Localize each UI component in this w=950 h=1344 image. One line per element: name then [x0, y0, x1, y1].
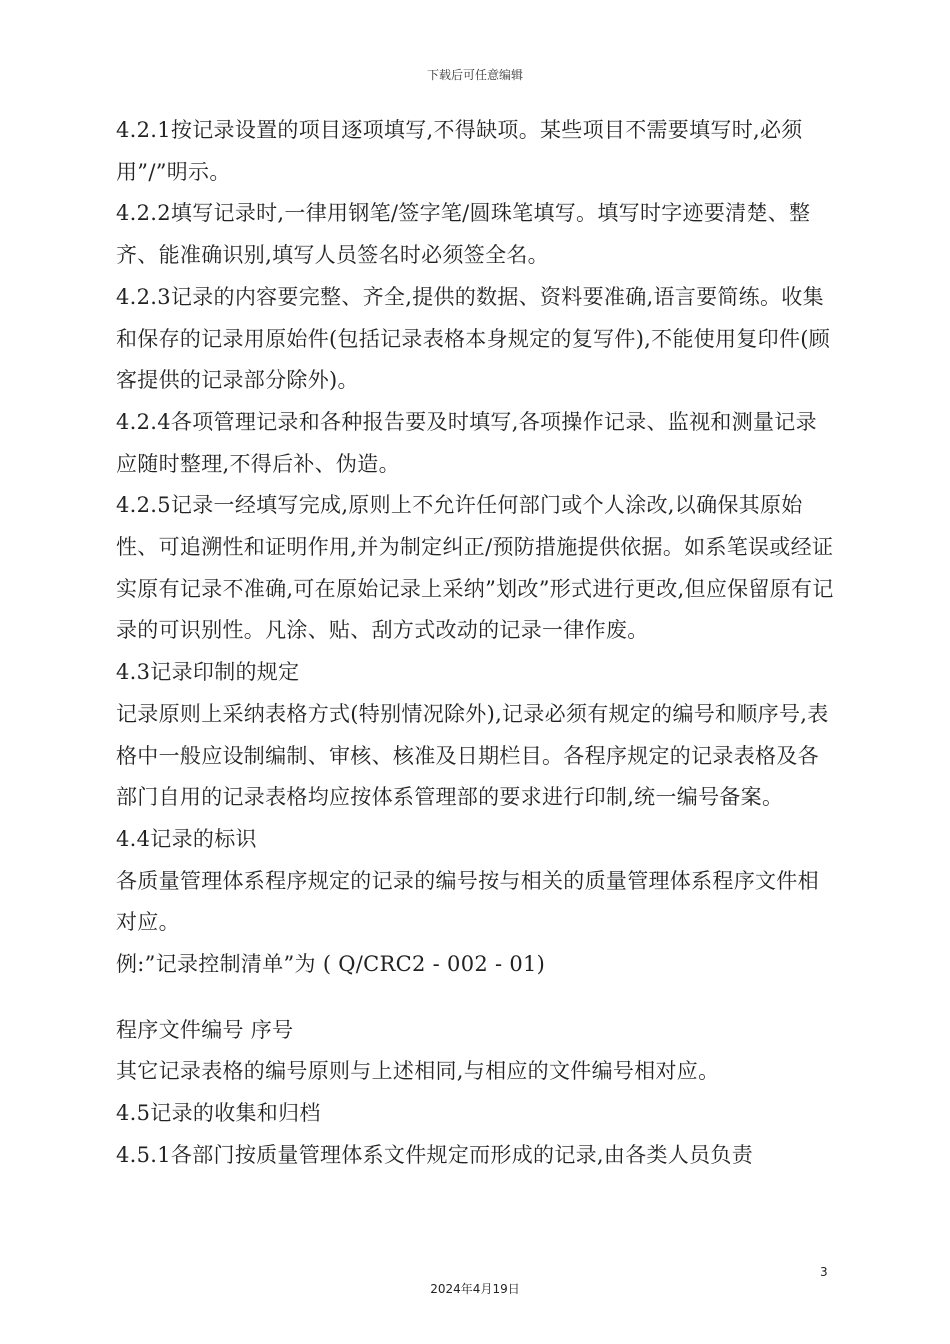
paragraph-4-2-1: 4.2.1按记录设置的项目逐项填写,不得缺项。某些项目不需要填写时,必须用”/”明示。 — [116, 118, 803, 184]
paragraph-code-legend: 程序文件编号 序号 — [116, 1017, 294, 1042]
paragraph-example: 例:”记录控制清单”为 ( Q/CRC2 - 002 - 01) — [116, 952, 546, 977]
paragraph-4-2-2: 4.2.2填写记录时,一律用钢笔/签字笔/圆珠笔填写。填写时字迹要清楚、整齐、能准确识别,填写人员签名时必须签全名。 — [116, 201, 811, 268]
paragraph-4-2-5: 4.2.5记录一经填写完成,原则上不允许任何部门或个人涂改,以确保其原始性、可追溯性和证明作用,并为制定纠正/预防措施提供依据。如系笔误或经证实原有记录不准确,可在原始记录上采纳”划改”形式进行更改,但应保留原有记录的可识别性。凡涂、贴、刮方式改动的记录一律作废。 — [116, 493, 834, 643]
section-heading-4-4: 4.4记录的标识 — [116, 826, 257, 851]
paragraph-4-2-3: 4.2.3记录的内容要完整、齐全,提供的数据、资料要准确,语言要简练。收集和保存的记录用原始件(包括记录表格本身规定的复写件),不能使用复印件(顾客提供的记录部分除外)。 — [116, 284, 831, 393]
page-number: 3 — [820, 1265, 828, 1279]
document-body — [116, 110, 836, 1177]
paragraph-4-2-4: 4.2.4各项管理记录和各种报告要及时填写,各项操作记录、监视和测量记录应随时整理,不得后补、伪造。 — [116, 409, 817, 476]
paragraph-4-4-body: 各质量管理体系程序规定的记录的编号按与相关的质量管理体系程序文件相对应。 — [116, 868, 819, 935]
section-heading-4-5: 4.5记录的收集和归档 — [116, 1101, 321, 1126]
section-heading-4-3: 4.3记录印制的规定 — [116, 660, 300, 685]
footer-date: 2024年4月19日 — [430, 1282, 520, 1296]
paragraph-other-records: 其它记录表格的编号原则与上述相同,与相应的文件编号相对应。 — [116, 1059, 720, 1084]
paragraph-4-3-body: 记录原则上采纳表格方式(特别情况除外),记录必须有规定的编号和顺序号,表格中一般应设制编制、审核、核准及日期栏目。各程序规定的记录表格及各部门自用的记录表格均应按体系管理部的要求进行印制,统一编号备案。 — [116, 701, 829, 810]
paragraph-4-5-1: 4.5.1各部门按质量管理体系文件规定而形成的记录,由各类人员负责 — [116, 1142, 754, 1167]
page-header: 下载后可任意编辑 — [426, 68, 523, 82]
